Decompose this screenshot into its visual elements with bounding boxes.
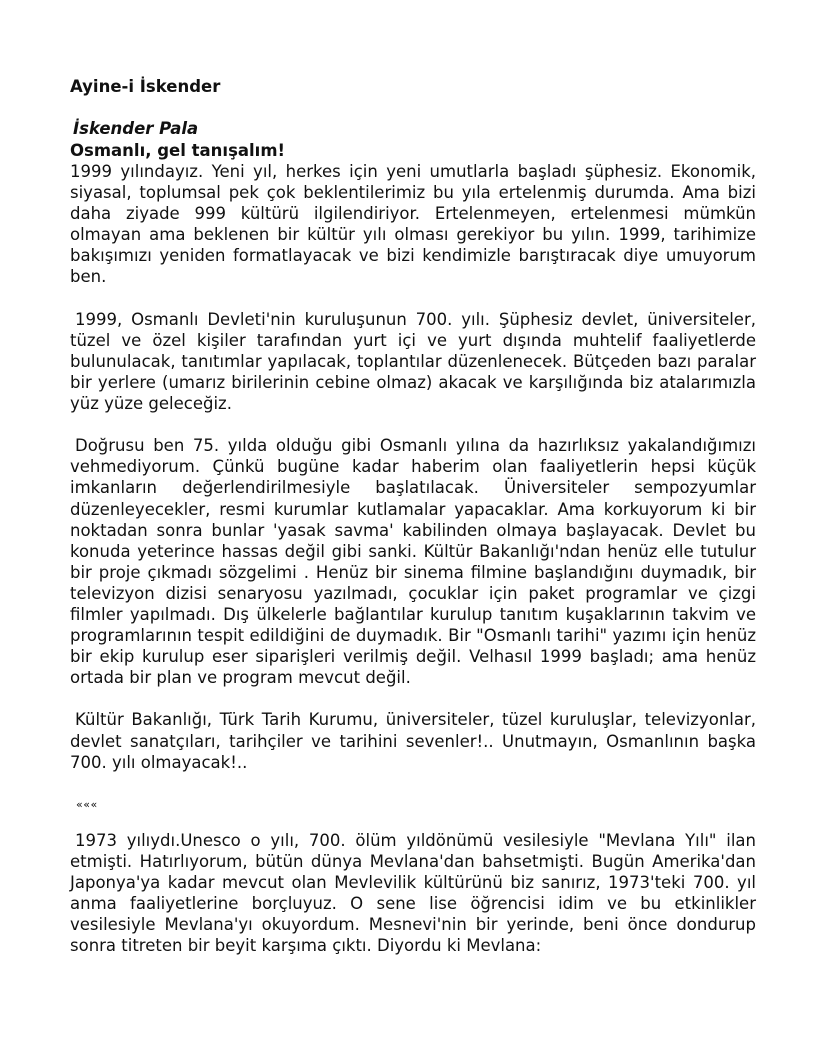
document-page (70, 76, 756, 977)
article-title: Osmanlı, gel tanışalım! (70, 141, 286, 160)
paragraph-3: Doğrusu ben 75. yılda olduğu gibi Osmanlı yılına da hazırlıksız yakalandığımızı vehmediyorum. Çünkü bugüne kadar haberim olan faaliyetlerin hepsi küçük imkanların değerlendirilmesiyle başlatılacak. Üniversiteler sempozyumlar düzenleyecekler, resmi kurumlar kutlamalar yapacaklar. Ama korkuyorum ki bir noktadan sonra bunlar 'yasak savma' kabilinden olmaya başlayacak. Devlet bu konuda yeterince hassas değil gibi sanki. Kültür Bakanlığı'ndan henüz elle tutulur bir proje çıkmadı sözgelimi . Henüz bir sinema filmine başlandığını duymadık, bir televizyon dizisi senaryosu yazılmadı, çocuklar için paket programlar ve çizgi filmler yapılmadı. Dış ülkelerle bağlantılar kurulup tanıtım kuşaklarının takvim ve programlarının tespit edildiğini de duymadık. Bir "Osmanlı tarihi" yazımı için henüz bir ekip kurulup eser siparişleri verilmiş değil. Velhasıl 1999 başladı; ama henüz ortada bir plan ve program mevcut değil. (70, 436, 756, 688)
section-separator: ««« (76, 797, 98, 811)
paragraph-4: Kültür Bakanlığı, Türk Tarih Kurumu, üniversiteler, tüzel kuruluşlar, televizyonlar, devlet sanatçıları, tarihçiler ve tarihini sevenler!.. Unutmayın, Osmanlının başka 700. yılı olmayacak!.. (70, 710, 756, 772)
paragraph-2: 1999, Osmanlı Devleti'nin kuruluşunun 700. yılı. Şüphesiz devlet, üniversiteler, tüzel ve özel kişiler tarafından yurt içi ve yurt dışında muhtelif faaliyetlerde bulunulacak, tanıtımlar yapılacak, toplantılar düzenlenecek. Bütçeden bazı paralar bir yerlere (umarız birilerinin cebine olmaz) akacak ve karşılığında biz atalarımızla yüz yüze geleceğiz. (70, 309, 756, 414)
author-name: İskender Pala (73, 119, 199, 138)
paragraph-1: 1999 yılındayız. Yeni yıl, herkes için yeni umutlarla başladı şüphesiz. Ekonomik, siyasal, toplumsal pek çok beklentilerimiz bu yıla ertelenmiş durumda. Ama bizi daha ziyade 999 kültürü ilgilendiriyor. Ertelenmeyen, ertelenmesi mümkün olmayan ama beklenen bir kültür yılı olması gerekiyor bu yılın. 1999, tarihimize bakışımızı yeniden formatlayacak ve bizi kendimizle barıştıracak diye umuyorum ben. (70, 162, 756, 287)
series-title: Ayine-i İskender (70, 77, 221, 96)
paragraph-5: 1973 yılıydı.Unesco o yılı, 700. ölüm yıldönümü vesilesiyle "Mevlana Yılı" ilan etmişti. Hatırlıyorum, bütün dünya Mevlana'dan bahsetmişti. Bugün Amerika'dan Japonya'ya kadar mevcut olan Mevlevilik kültürünü biz sanırız, 1973'teki 700. yıl anma faaliyetlerine borçluyuz. O sene lise öğrencisi idim ve bu etkinlikler vesilesiyle Mevlana'yı okuyordum. Mesnevi'nin bir yerinde, beni önce dondurup sonra titreten bir beyit karşıma çıktı. Diyordu ki Mevlana: (70, 830, 756, 956)
